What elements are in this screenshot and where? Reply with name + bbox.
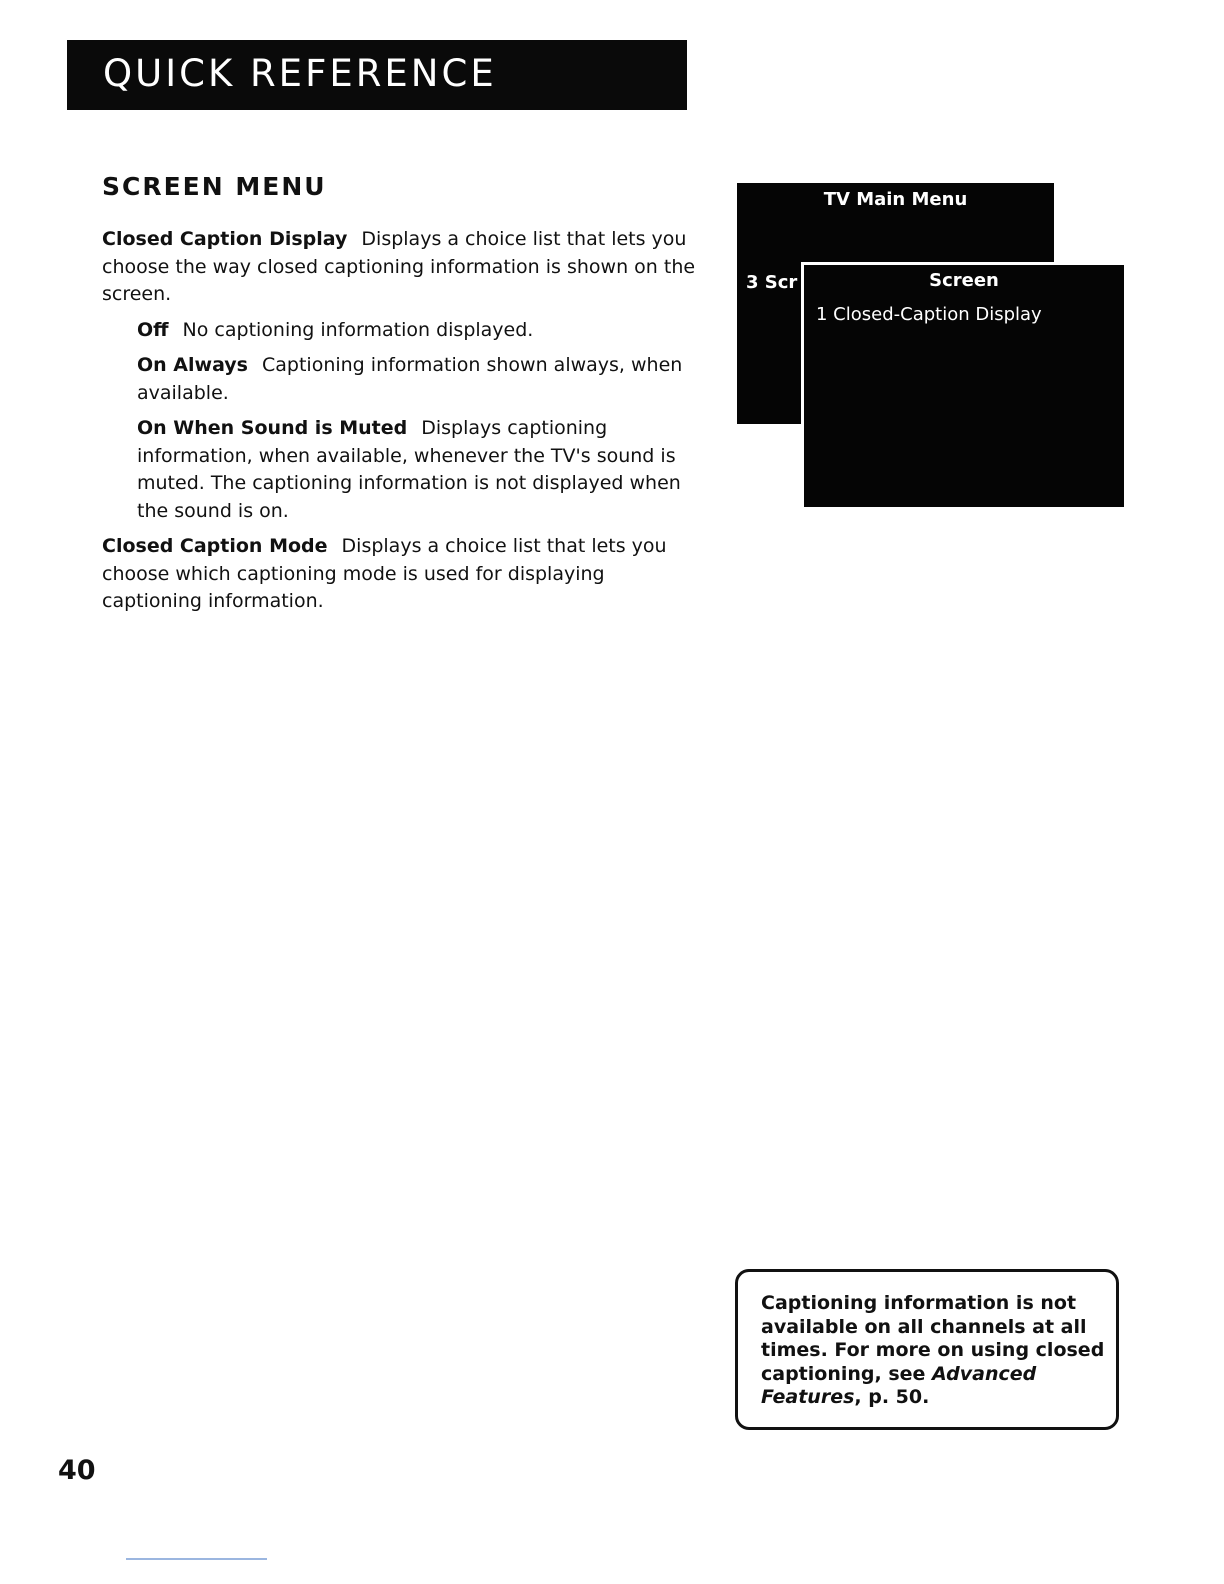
header-bar	[67, 40, 687, 110]
footer-rule	[126, 1558, 267, 1560]
page-number: 40	[58, 1455, 96, 1486]
screen-submenu-screen	[801, 262, 1124, 507]
entry-on-always	[137, 352, 702, 407]
entry-term: On When Sound is Muted	[137, 417, 408, 439]
entry-text: Captioning information shown always, when available.	[137, 354, 683, 404]
note-link-text: Advanced Features	[761, 1362, 1037, 1408]
note-text-before: Captioning information is not available on all channels at all times. For more on using closed captioning, see	[761, 1292, 1105, 1385]
entry-text: Displays captioning information, when available, whenever the TV's sound is muted. The captioning information is not displayed when the sound is on.	[137, 417, 681, 522]
entry-term: Off	[137, 318, 169, 341]
page-header-title: QUICK REFERENCE	[103, 52, 497, 95]
entry-text: No captioning information displayed.	[182, 318, 534, 341]
screen-submenu-item: 1 Closed-Caption Display	[816, 304, 1042, 325]
entry-term: Closed Caption Mode	[102, 535, 328, 557]
entry-text: Displays a choice list that lets you choose the way closed captioning information is shown on the screen.	[102, 228, 696, 305]
entry-on-when-muted	[137, 415, 702, 525]
entry-closed-caption-mode	[102, 533, 702, 616]
tv-main-menu-title: TV Main Menu	[823, 189, 968, 210]
note-box	[735, 1269, 1119, 1430]
entry-off	[137, 317, 702, 345]
note-text-after: , p. 50.	[854, 1386, 930, 1408]
screen-submenu-title: Screen	[929, 270, 999, 291]
entry-term: Closed Caption Display	[102, 228, 348, 250]
entry-term: On Always	[137, 354, 248, 376]
section-heading: SCREEN MENU	[102, 172, 327, 201]
entry-text: Displays a choice list that lets you choose which captioning mode is used for displaying captioning information.	[102, 535, 667, 612]
note-text	[761, 1292, 1111, 1410]
content-body	[102, 226, 702, 624]
entry-closed-caption-display	[102, 226, 702, 309]
tv-main-menu-item: 3 Scr	[746, 272, 798, 293]
